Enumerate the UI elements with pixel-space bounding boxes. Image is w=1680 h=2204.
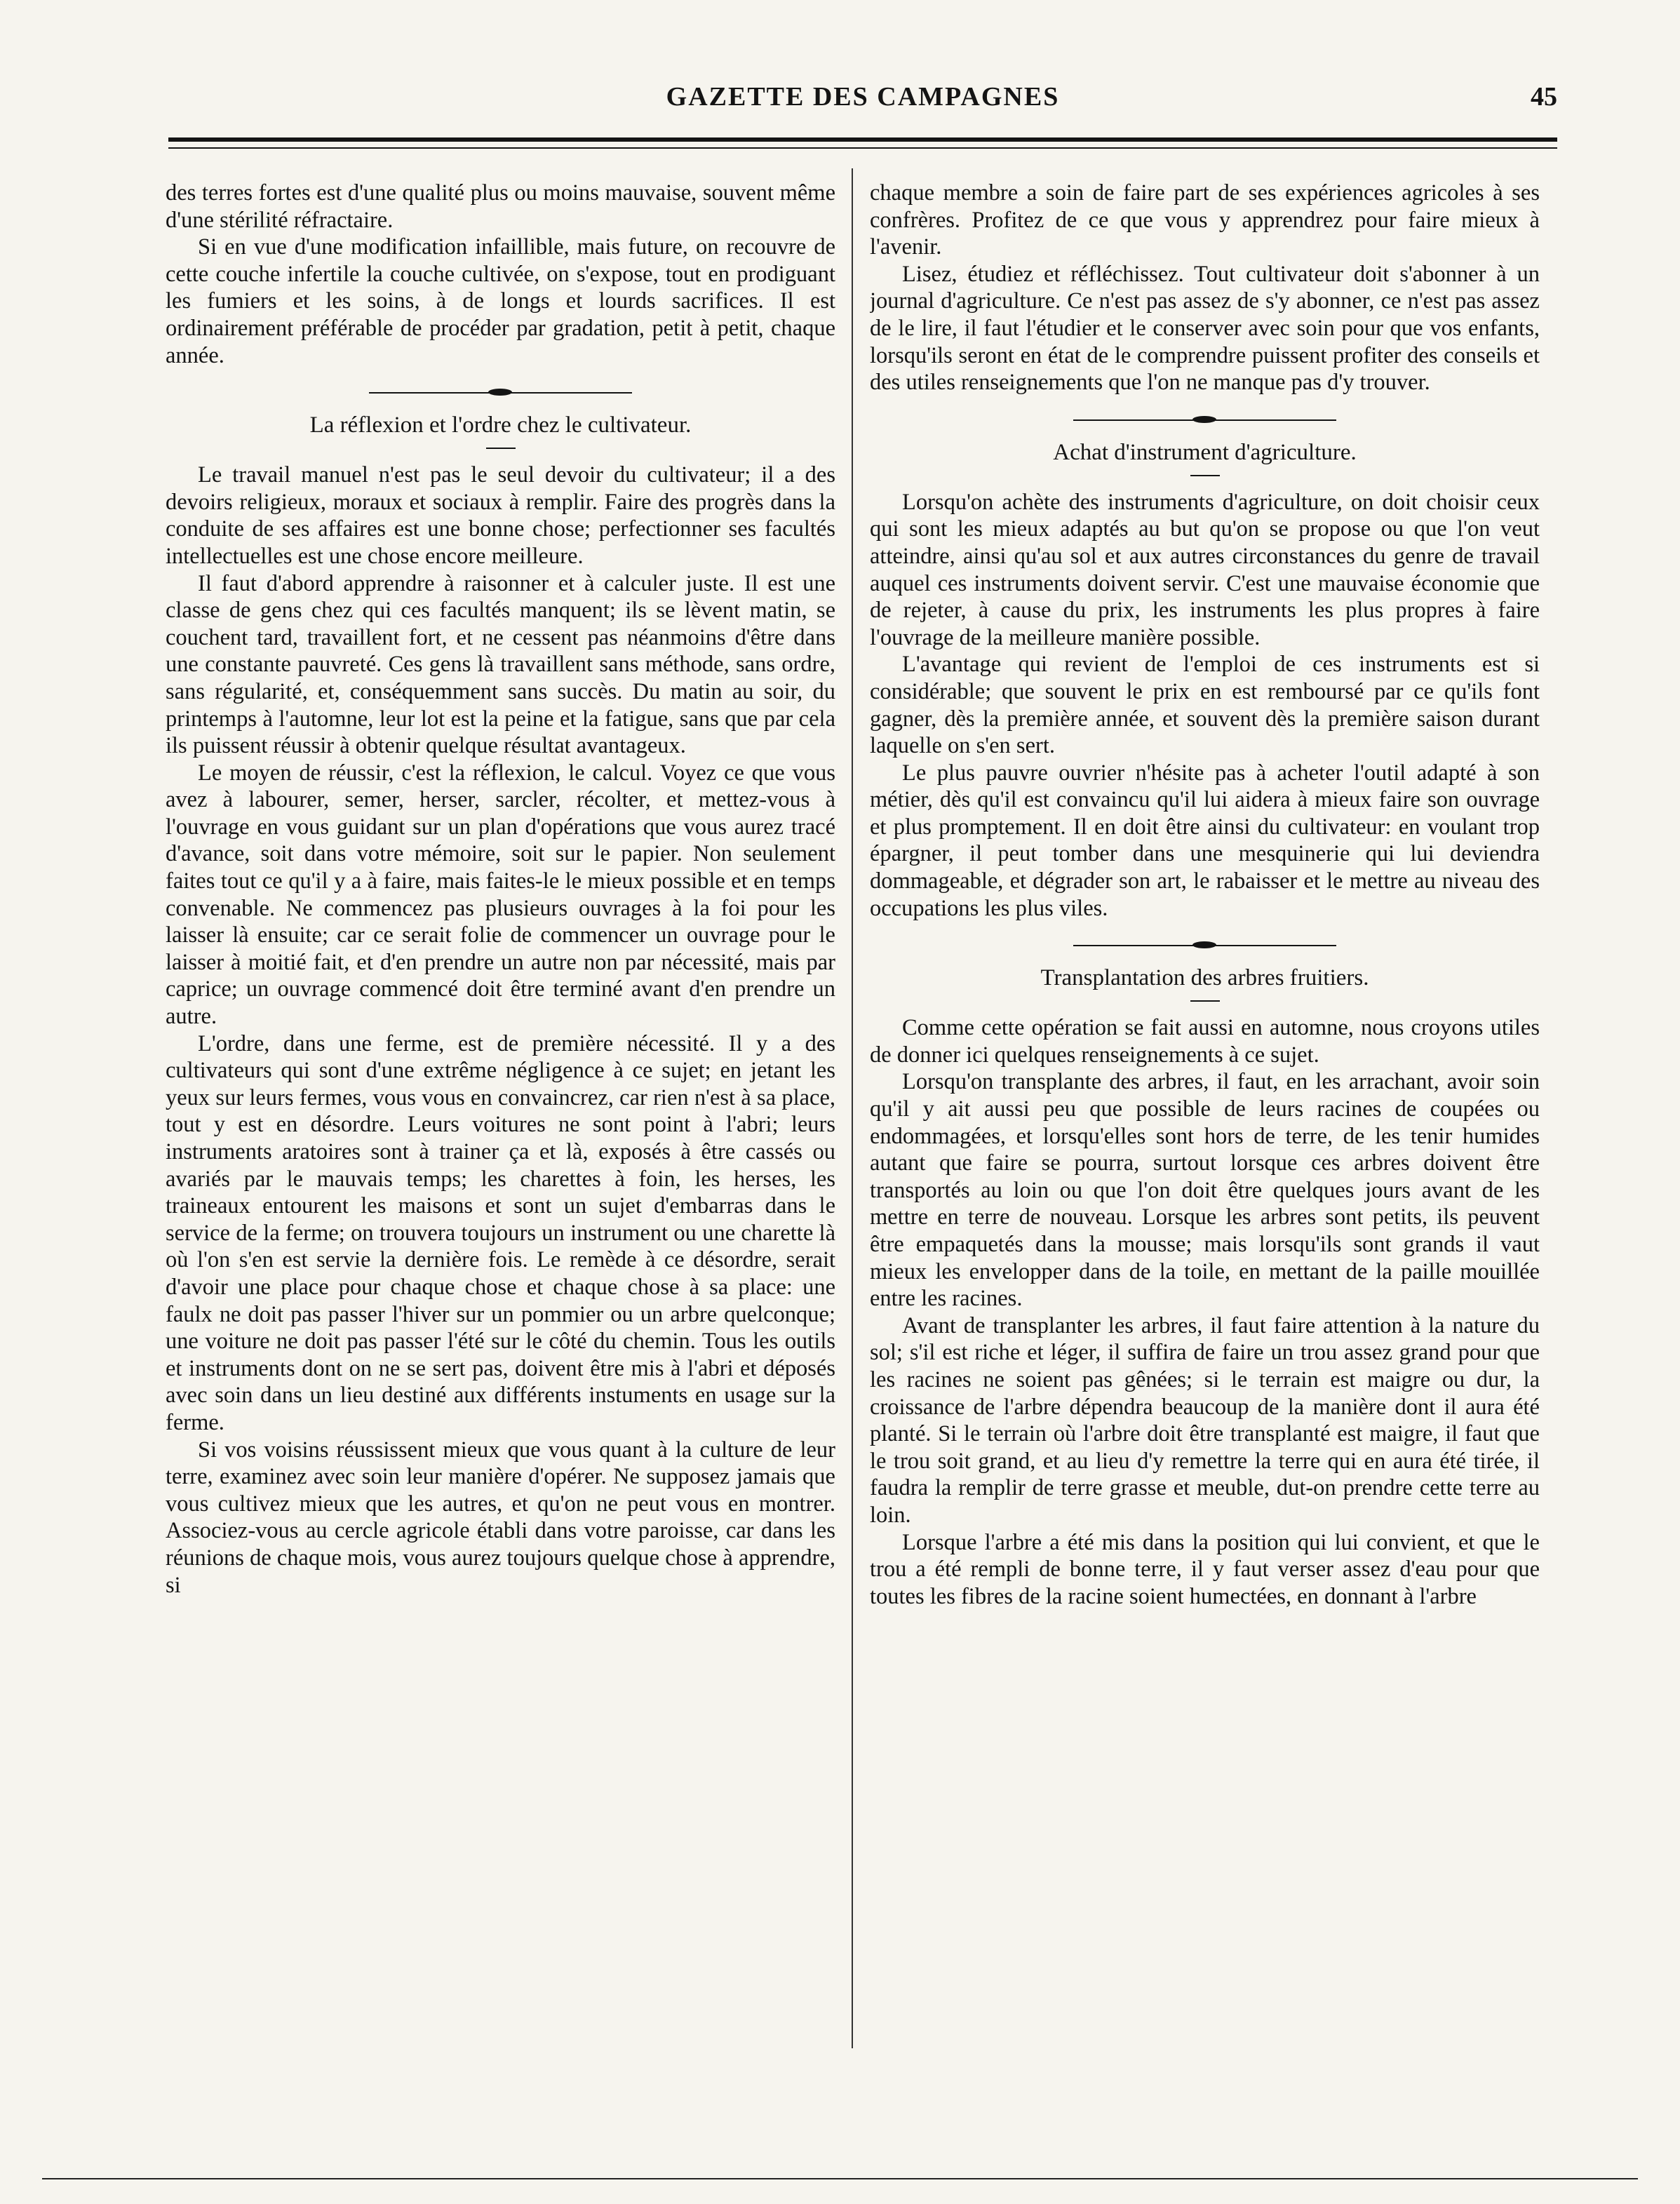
masthead xyxy=(168,79,1557,114)
left-column xyxy=(166,180,835,2045)
header-rule-thick xyxy=(168,137,1557,142)
right-column xyxy=(870,180,1540,2045)
paragraph: Le moyen de réussir, c'est la réflexion, le calcul. Voyez ce que vous avez à labourer, semer, herser, sarcler, récolter, et mettez-vous à l'ouvrage en vous guidant sur un plan d'opérations que vous aurez tracé d'avance, soit dans votre mémoire, soit sur le papier. Non seulement faites tout ce qu'il y a à faire, mais faites-le le mieux possible et en temps convenable. Ne commencez pas plusieurs ouvrages à la foi pour les laisser là ensuite; car ce serait folie de commencer un ouvrage pour le laisser à moitié fait, et d'en prendre un autre non par nécessité, mais par caprice; un ouvrage commencé doit être terminé avant d'en prendre un autre. xyxy=(166,760,835,1030)
paragraph: Le plus pauvre ouvrier n'hésite pas à acheter l'outil adapté à son métier, dès qu'il est convaincu qu'il lui aidera à mieux faire son ouvrage et plus promptement. Il en doit être ainsi du cultivateur: en voulant trop épargner, il peut tomber dans une mesquinerie qui lui deviendra dommageable, et dégrader son art, le rabaisser et le mettre au niveau des occupations les plus viles. xyxy=(870,760,1540,921)
page-number: 45 xyxy=(1531,82,1557,112)
title-dash xyxy=(1190,1000,1220,1002)
section-title-reflexion: La réflexion et l'ordre chez le cultivateur. xyxy=(309,412,692,438)
title-dash xyxy=(486,448,516,449)
newspaper-title: GAZETTE DES CAMPAGNES xyxy=(666,82,1060,112)
section-separator xyxy=(870,922,1540,964)
section-separator xyxy=(870,396,1540,438)
section-separator xyxy=(166,369,835,411)
paragraph: Lisez, étudiez et réfléchissez. Tout cultivateur doit s'abonner à un journal d'agriculture. Ce n'est pas assez de s'y abonner, ce n'est pas assez de le lire, il faut l'étudier et le conserver avec soin pour que vos enfants, lorsqu'ils seront en état de le comprendre puissent profiter des conseils et des utiles renseignements que l'on ne manque pas d'y trouver. xyxy=(870,261,1540,396)
header-rule-thin xyxy=(168,147,1557,149)
paragraph: Lorsqu'on transplante des arbres, il faut, en les arrachant, avoir soin qu'il y ait aussi peu que possible de leurs racines de coupées ou endommagées, et lorsqu'elles sont hors de terre, de les tenir humides autant que faire se pourra, surtout lorsque ces arbres doivent être transportés au loin ou que l'on doit être quelques jours avant de les mettre en terre de nouveau. Lorsque les arbres sont petits, ils peuvent être empaquetés dans la mousse; mais lorsqu'ils sont grands il vaut mieux les envelopper dans de la toile, en mettant de la paille mouillée entre les racines. xyxy=(870,1069,1540,1312)
paragraph: Il faut d'abord apprendre à raisonner et à calculer juste. Il est une classe de gens chez qui ces facultés manquent; ils se lèvent matin, se couchent tard, travaillent fort, et ne cessent pas néanmoins d'être dans une constante pauvreté. Ces gens là travaillent sans méthode, sans ordre, sans régularité, et, conséquemment sans succès. Du matin au soir, du printemps à l'automne, leur lot est la peine et la fatigue, sans que par cela ils puissent réussir à obtenir quelque résultat avantageux. xyxy=(166,570,835,759)
paragraph: Lorsque l'arbre a été mis dans la position qui lui convient, et que le trou a été rempli de bonne terre, il y faut verser assez d'eau pour que toutes les fibres de la racine soient humectées, en donnant à l'arbre xyxy=(870,1529,1540,1609)
paragraph: Comme cette opération se fait aussi en automne, nous croyons utiles de donner ici quelques renseignements à ce sujet. xyxy=(870,1015,1540,1068)
paragraph: Si en vue d'une modification infaillible, mais future, on recouvre de cette couche infertile la couche cultivée, on s'expose, tout en prodiguant les fumiers et les soins, à de longs et lourds sacrifices. Il est ordinairement préférable de procéder par gradation, petit à petit, chaque année. xyxy=(166,234,835,368)
paragraph: Avant de transplanter les arbres, il faut faire attention à la nature du sol; s'il est riche et léger, il suffira de faire un trou assez grand pour que les racines ne soient pas gênées; si le terrain est maigre ou dur, la croissance de l'arbre dépendra beaucoup de la manière dont il aura été planté. Si le terrain où l'arbre doit être transplanté est maigre, il faut que le trou soit grand, et au lieu d'y remettre la terre qui en aura été tirée, il faudra la remplir de terre grasse et meuble, dut-on prendre cette terre au loin. xyxy=(870,1312,1540,1528)
column-divider xyxy=(852,168,853,2048)
paragraph: L'ordre, dans une ferme, est de première nécessité. Il y a des cultivateurs qui sont d'une extrême négligence à ce sujet; en jetant les yeux sur leurs fermes, vous vous en convaincrez, car rien n'est à sa place, tout y est en désordre. Leurs voitures ne sont point à l'abri; leurs instruments aratoires sont à trainer ça et là, exposés à être cassés ou avariés par le mauvais temps; les charettes à foin, les herses, les traineaux entourent les maisons et sont un sujet d'embarras dans le service de la ferme; on trouvera toujours un instrument ou une charette là où l'on s'en est servie la dernière fois. Le remède à ce désordre, serait d'avoir une place pour chaque chose et chaque chose à sa place: une faulx ne doit pas passer l'hiver sur un pommier ou un arbre quelconque; une voiture ne doit pas passer l'été sur le côté du chemin. Tous les outils et instruments dont on ne se sert pas, doivent être mis à l'abri et déposés avec soin dans un lieu destiné aux différents instuments en usage sur la ferme. xyxy=(166,1030,835,1435)
section-title-transplantation: Transplantation des arbres fruitiers. xyxy=(1040,965,1369,991)
paragraph: des terres fortes est d'une qualité plus ou moins mauvaise, souvent même d'une stérilité réfractaire. xyxy=(166,180,835,233)
paragraph: Si vos voisins réussissent mieux que vous quant à la culture de leur terre, examinez avec soin leur manière d'opérer. Ne supposez jamais que vous cultivez mieux que les autres, et qu'on ne peut vous en montrer. Associez-vous au cercle agricole établi dans votre paroisse, car dans les réunions de chaque mois, vous aurez toujours quelque chose à apprendre, si xyxy=(166,1437,835,1598)
section-title-achat: Achat d'instrument d'agriculture. xyxy=(1053,439,1357,465)
title-dash xyxy=(1190,475,1220,476)
paragraph: Le travail manuel n'est pas le seul devoir du cultivateur; il a des devoirs religieux, moraux et sociaux à remplir. Faire des progrès dans la conduite de ses affaires est une bonne chose; perfectionner ses facultés intellectuelles est une chose encore meilleure. xyxy=(166,462,835,569)
paragraph: Lorsqu'on achète des instruments d'agriculture, on doit choisir ceux qui sont les mieux adaptés au but qu'on se propose ou que l'on veut atteindre, ainsi qu'au sol et aux autres circonstances du genre de travail auquel ces instruments doivent servir. C'est une mauvaise économie que de rejeter, à cause du prix, les instruments les plus propres à faire l'ouvrage de la meilleure manière possible. xyxy=(870,489,1540,650)
footer-rule xyxy=(42,2178,1638,2179)
paragraph: chaque membre a soin de faire part de ses expériences agricoles à ses confrères. Profitez de ce que vous y apprendrez pour faire mieux à l'avenir. xyxy=(870,180,1540,260)
paragraph: L'avantage qui revient de l'emploi de ces instruments est si considérable; que souvent le prix en est remboursé par ce qu'ils font gagner, dès la première année, et souvent dès la première saison durant laquelle on s'en sert. xyxy=(870,652,1540,759)
